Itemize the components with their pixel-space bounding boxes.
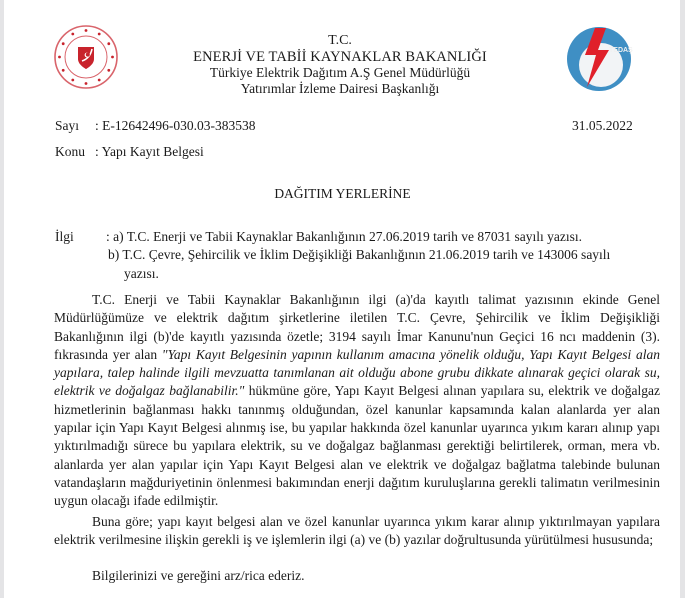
konu-value: : Yapı Kayıt Belgesi [95, 144, 204, 159]
sayi-value: : E-12642496-030.03-383538 [95, 118, 256, 133]
ilgi-item-b: b) T.C. Çevre, Şehircilik ve İklim Değişikliği Bakanlığının 21.06.2019 tarih ve 143006 sayılı [108, 247, 611, 262]
closing-line: Bilgilerinizi ve gereğini arz/rica ederiz. [92, 568, 305, 583]
header-company: Türkiye Elektrik Dağıtım A.Ş Genel Müdürlüğü [209, 65, 471, 80]
law-quote: "Yapı Kayıt Belgesinin yapının kullanım amacına yönelik olduğu, Yapı Kayıt Belgesi alan yapılara, talep halinde ilgili mevzuatta tanımlanan ait olduğu abone grubu dikkate alınarak geçici olarak su, elektrik ve doğalgaz bağlanabilir." [54, 346, 660, 399]
header-ministry: ENERJİ VE TABİİ KAYNAKLAR BAKANLIĞI [193, 49, 487, 65]
paragraph-1-end: hükmüne göre, Yapı Kayıt Belgesi alınan yapılara su, elektrik ve doğalgaz hizmetlerinin bağlanması hakkı tanınmış olduğundan, özel kanunlar kapsamında kalan alanlarda yer alan yapılar için Yapı Kayıt Belgesi alınmış ise, bu yapılar hakkında özel kanunlar uyarınca yıkım kararı alınıp yapı yıktırılmadığı sürece bu yapılara elektrik, su ve doğalgaz bağlanması gerektiği belirtilerek, orman, mera vb. alanlarda yer alan yapılar için Yapı Kayıt Belgesi alan ve elektrik ve doğalgaz bağlatma talebinde bulunan vatandaşların mağduriyetinin önlenmesi bakımından enerji dağıtım kuruluşlarına gerekli talimatın verilmesinin uygun olacağı ifade edilmiştir. [54, 383, 660, 509]
sayi-label: Sayı [55, 118, 80, 133]
distribution-heading: DAĞITIM YERLERİNE [274, 186, 411, 201]
page-edge-right [680, 0, 685, 598]
ilgi-item-a: : a) T.C. Enerji ve Tabii Kaynaklar Bakanlığının 27.06.2019 tarih ve 87031 sayılı yazısı. [106, 229, 582, 244]
ilgi-label: İlgi [55, 229, 74, 244]
body-paragraph-1 [54, 291, 660, 511]
ilgi-item-b-continued: yazısı. [124, 266, 159, 281]
ministry-seal-logo [53, 24, 119, 90]
document-date: 31.05.2022 [572, 118, 633, 133]
body-paragraph-2: Buna göre; yapı kayıt belgesi alan ve özel kanunlar uyarınca yıkım karar alınıp yıktırılmayan yapılara elektrik verilmesine ilişkin gerekli iş ve işlemlerin ilgi (a) ve (b) yazılar doğrultusunda yürütülmesi hususunda; [54, 514, 660, 548]
sayi-row [55, 118, 255, 134]
konu-label: Konu [55, 144, 85, 159]
paragraph-1-start: T.C. Enerji ve Tabii Kaynaklar Bakanlığının ilgi (a)'da kayıtlı talimat yazısının ekinde Genel Müdürlüğümüze ve elektrik dağıtım şirketlerine iletilen T.C. Çevre, Şehircilik ve İklim Değişikliği Bakanlığının ilgi (b)'de kayıtlı yazısında özetle; 3194 sayılı İmar Kanunu'nun Geçici 16 ncı maddenin (3). fıkrasında yer alan [54, 292, 660, 362]
tedas-logo [565, 25, 633, 93]
header-department: Yatırımlar İzleme Dairesi Başkanlığı [240, 81, 440, 96]
header-tc: T.C. [328, 33, 352, 48]
tedas-logo-text: TEDAŞ [609, 47, 633, 54]
page-edge-left [0, 0, 4, 598]
letterhead [180, 33, 500, 97]
konu-row [55, 144, 204, 160]
